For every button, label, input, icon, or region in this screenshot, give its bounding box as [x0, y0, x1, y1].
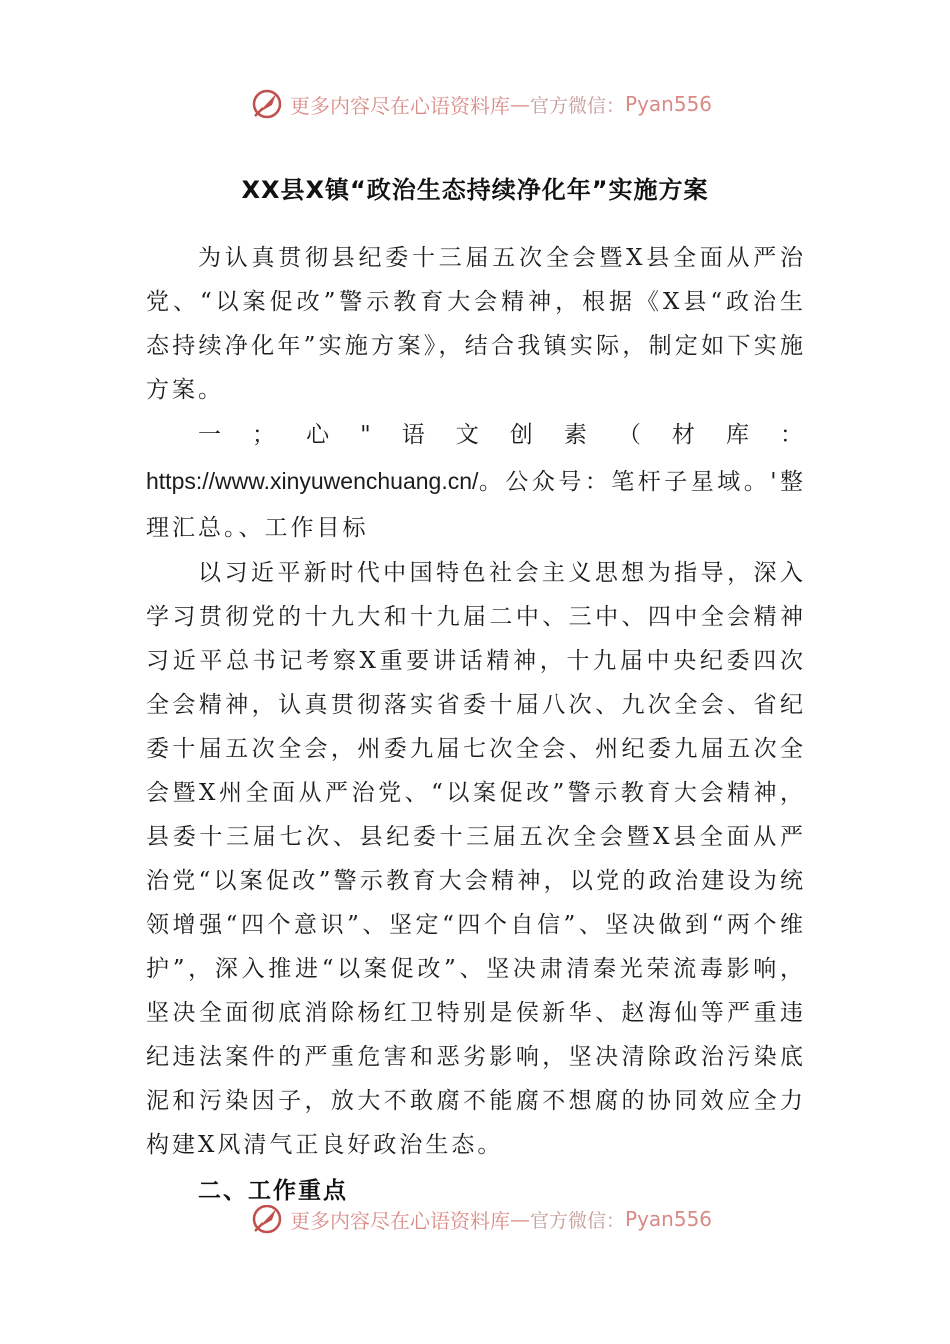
footer-wechat-id: Pyan556: [625, 1207, 713, 1231]
document-title: XX县X镇“政治生态持续净化年”实施方案: [241, 176, 709, 204]
banner-dash: —: [510, 92, 530, 116]
item1-suffix: 。公众号：笔杆子星域。'整理汇总。、工作目标: [146, 469, 806, 541]
header-watermark-banner: [250, 84, 810, 124]
footer-official-label: 官方微信：: [530, 1209, 626, 1232]
section2-heading: 二、工作重点: [198, 1178, 348, 1204]
intro-paragraph: 为认真贯彻县纪委十三届五次全会暨X县全面从严治党、“以案促改”警示教育大会精神，根据《X县“政治生态持续净化年”实施方案》，结合我镇实际，制定如下实施方案。: [146, 245, 806, 403]
footer-banner-text: 更多内容尽在心语资料库: [290, 1208, 510, 1233]
document-body: [146, 236, 806, 1213]
item1-paragraph: [146, 412, 806, 551]
goals-paragraph: 以习近平新时代中国特色社会主义思想为指导，深入学习贯彻党的十九大和十九届二中、三中、四中全会精神习近平总书记考察X重要讲话精神，十九届中央纪委四次全会精神，认真贯彻落实省委十届八次、九次全会、省纪委十届五次全会，州委九届七次全会、州纪委九届五次全会暨X州全面从严治党、“以案促改”警示教育大会精神，县委十三届七次、县纪委十三届五次全会暨X县全面从严治党“以案促改”警示教育大会精神，以党的政治建设为统领增强“四个意识”、坚定“四个自信”、坚决做到“两个维护”，深入推进“以案促改”、坚决肃清秦光荣流毒影响，坚决全面彻底消除杨红卫特别是侯新华、赵海仙等严重违纪违法案件的严重危害和恶劣影响，坚决清除政治污染底泥和污染因子，放大不敢腐不能腐不想腐的协同效应全力构建X风清气正良好政治生态。: [146, 560, 806, 1158]
banner-text: 更多内容尽在心语资料库: [290, 93, 510, 118]
banner-official-label: 官方微信：: [530, 94, 626, 117]
banner-wechat-id: Pyan556: [625, 92, 713, 116]
footer-watermark-banner: [250, 1205, 810, 1241]
footer-banner-dash: —: [510, 1207, 530, 1231]
quill-logo-icon: [250, 1205, 284, 1236]
quill-logo-icon: [250, 87, 284, 121]
item1-prefix: 一；心"语文创素（材库：: [198, 422, 806, 448]
website-link[interactable]: https://www.xinyuwenchuang.cn/: [146, 468, 479, 494]
